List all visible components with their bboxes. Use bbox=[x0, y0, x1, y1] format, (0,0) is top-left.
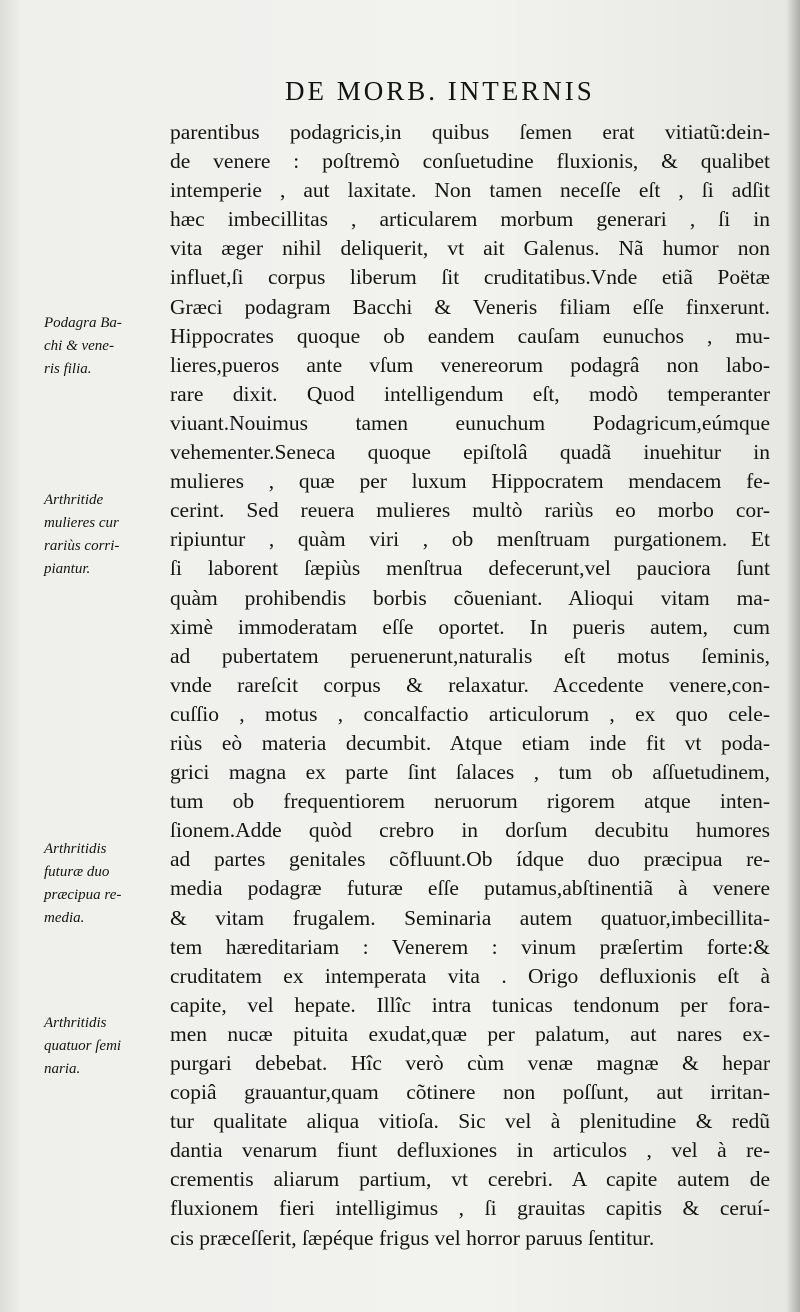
text-line: influet,ſi corpus liberum ſit cruditatibus.Vnde etiã Poëtæ bbox=[170, 265, 770, 290]
text-line: mulieres , quæ per luxum Hippocratem mendacem fe- bbox=[170, 469, 770, 494]
text-line: cerint. Sed reuera mulieres multò rariùs eo morbo cor- bbox=[170, 498, 770, 523]
text-line: men nucæ pituita exudat,quæ per palatum, aut nares ex- bbox=[170, 1021, 770, 1046]
text-line: Hippocrates quoque ob eandem cauſam eunuchos , mu- bbox=[170, 323, 770, 348]
text-line: & vitam frugalem. Seminaria autem quatuor,imbecillita- bbox=[170, 905, 770, 930]
text-line: vita æger nihil deliquerit, vt ait Galenus. Nã humor non bbox=[170, 236, 770, 261]
text-line: hæc imbecillitas , articularem morbum generari , ſi in bbox=[170, 207, 770, 232]
text-line: vehementer.Seneca quoque epiſtolâ quadã inuehitur in bbox=[170, 440, 770, 465]
text-line: viuant.Nouimus tamen eunuchum Podagricum,eúmque bbox=[170, 410, 770, 435]
text-line: Græci podagram Bacchi & Veneris filiam eſſe finxerunt. bbox=[170, 294, 770, 319]
text-line: intemperie , aut laxitate. Non tamen neceſſe eſt , ſi adſit bbox=[170, 178, 770, 203]
text-line: copiâ grauantur,quam cõtinere non poſſunt, aut irritan- bbox=[170, 1080, 770, 1105]
text-line: lieres,pueros ante vſum venereorum podagrâ non labo- bbox=[170, 352, 770, 377]
margin-note-line: Arthritide bbox=[44, 492, 104, 508]
text-line: ſi laborent ſæpiùs menſtrua defecerunt,vel pauciora ſunt bbox=[170, 556, 770, 581]
text-line: ripiuntur , quàm viri , ob menſtruam purgationem. Et bbox=[170, 527, 770, 552]
text-line: grici magna ex parte ſint ſalaces , tum ob aſſuetudinem, bbox=[170, 760, 770, 785]
margin-note-line: mulieres cur bbox=[44, 515, 119, 531]
text-line: tem hæreditariam : Venerem : vinum præſertim forte:& bbox=[170, 934, 770, 959]
text-line: ad partes genitales cõfluunt.Ob ídque duo præcipua re- bbox=[170, 847, 770, 872]
margin-note-line: ris filia. bbox=[44, 361, 92, 377]
text-line: riùs eò materia decumbit. Atque etiam inde fit vt poda- bbox=[170, 730, 770, 755]
text-line: fluxionem fieri intelligimus , ſi grauitas capitis & ceruí- bbox=[170, 1196, 770, 1221]
text-line: purgari debebat. Hîc verò cùm venæ magnæ & hepar bbox=[170, 1051, 770, 1075]
margin-note-line: præcipua re- bbox=[44, 887, 122, 903]
text-line: ad pubertatem peruenerunt,naturalis eſt motus ſeminis, bbox=[170, 643, 770, 668]
text-line: media podagræ futuræ eſſe putamus,abſtinentiã à venere bbox=[170, 876, 770, 901]
running-head: DE MORB. INTERNIS bbox=[285, 76, 595, 106]
text-line: cruditatem ex intemperata vita . Origo defluxionis eſt à bbox=[170, 963, 770, 988]
text-line: parentibus podagricis,in quibus ſemen erat vitiatũ:dein- bbox=[170, 120, 770, 144]
main-text-block bbox=[170, 118, 770, 1253]
margin-note-remedia bbox=[44, 838, 170, 930]
margin-note-line: media. bbox=[44, 910, 85, 926]
text-line: quàm prohibendis borbis cõueniant. Alioqui vitam ma- bbox=[170, 585, 770, 610]
text-line: de venere : poſtremò conſuetudine fluxionis, & qualibet bbox=[170, 149, 770, 174]
text-line: tur qualitate aliqua vitioſa. Sic vel à plenitudine & redũ bbox=[170, 1109, 770, 1134]
margin-note-line: quatuor ſemi bbox=[44, 1038, 122, 1054]
text-line: crementis aliarum partium, vt cerebri. A capite autem de bbox=[170, 1167, 770, 1192]
text-line: cuſſio , motus , concalfactio articulorum , ex quo cele- bbox=[170, 701, 770, 726]
text-line: rare dixit. Quod intelligendum eſt, modò temperanter bbox=[170, 381, 770, 406]
margin-note-line: Podagra Ba- bbox=[44, 315, 122, 331]
margin-note-podagra bbox=[44, 312, 170, 381]
margin-note-line: chi & vene- bbox=[44, 338, 114, 354]
text-line: dantia venarum fiunt defluxiones in articulos , vel à re- bbox=[170, 1138, 770, 1163]
text-line: capite, vel hepate. Illîc intra tunicas tendonum per fora- bbox=[170, 992, 770, 1017]
text-line: tum ob frequentiorem neruorum rigorem atque inten- bbox=[170, 789, 770, 814]
margin-note-line: rariùs corri- bbox=[44, 538, 120, 554]
margin-note-line: Arthritidis bbox=[44, 1015, 107, 1031]
text-line: ximè immoderatam eſſe oportet. In pueris autem, cum bbox=[170, 614, 770, 639]
page-edge-shadow bbox=[786, 0, 800, 1312]
text-line: cis præceſſerit, ſæpéque frigus vel horror paruus ſentitur. bbox=[170, 1225, 655, 1250]
margin-note-line: naria. bbox=[44, 1061, 81, 1077]
margin-note-arthritide-mulieres bbox=[44, 489, 170, 581]
margin-note-seminaria bbox=[44, 1012, 170, 1081]
margin-note-line: piantur. bbox=[44, 561, 91, 577]
margin-note-line: futuræ duo bbox=[44, 864, 110, 880]
text-line: vnde rareſcit corpus & relaxatur. Accedente venere,con- bbox=[170, 672, 770, 697]
margin-note-line: Arthritidis bbox=[44, 841, 107, 857]
text-line: ſionem.Adde quòd crebro in dorſum decubitu humores bbox=[170, 818, 770, 843]
